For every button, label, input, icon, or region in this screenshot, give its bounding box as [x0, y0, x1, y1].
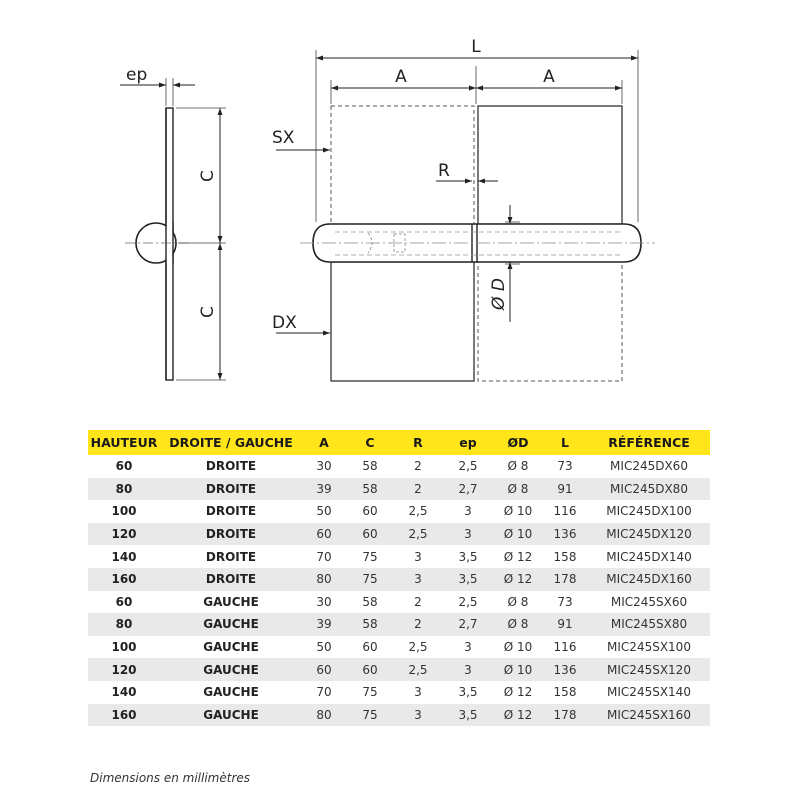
sx-leaf — [331, 106, 474, 224]
table-row — [88, 545, 710, 568]
label-l: L — [471, 37, 481, 57]
table-cell: 58 — [346, 455, 394, 478]
table-cell: MIC245SX140 — [588, 681, 710, 704]
table-cell: MIC245DX80 — [588, 478, 710, 501]
side-view — [120, 65, 226, 380]
table-cell: 2,5 — [394, 658, 442, 681]
table-cell: GAUCHE — [160, 658, 302, 681]
table-cell: 39 — [302, 613, 346, 636]
table-cell: 2,5 — [442, 591, 494, 614]
table-cell: 58 — [346, 613, 394, 636]
table-cell: 75 — [346, 568, 394, 591]
column-header: RÉFÉRENCE — [588, 430, 710, 455]
table-cell: 75 — [346, 704, 394, 727]
table-cell: 2,7 — [442, 613, 494, 636]
label-a-left: A — [395, 67, 407, 87]
table-cell: 60 — [346, 658, 394, 681]
column-header: HAUTEUR — [88, 430, 160, 455]
table-cell: 60 — [346, 500, 394, 523]
table-cell: 3 — [442, 636, 494, 659]
table-cell: 2 — [394, 591, 442, 614]
table-cell: DROITE — [160, 500, 302, 523]
table-cell: 30 — [302, 455, 346, 478]
table-cell: 100 — [88, 500, 160, 523]
table-row — [88, 523, 710, 546]
table-cell: GAUCHE — [160, 681, 302, 704]
column-header: C — [346, 430, 394, 455]
table-row — [88, 658, 710, 681]
table-cell: 80 — [88, 613, 160, 636]
table-cell: Ø 8 — [494, 591, 542, 614]
table-header-row — [88, 430, 710, 455]
table-cell: 3 — [394, 568, 442, 591]
table-cell: 73 — [542, 591, 588, 614]
table-cell: 73 — [542, 455, 588, 478]
table-cell: 80 — [302, 704, 346, 727]
dimensions-note: Dimensions en millimètres — [90, 771, 251, 785]
table-cell: MIC245SX60 — [588, 591, 710, 614]
label-dx: DX — [272, 313, 297, 333]
table-cell: MIC245DX120 — [588, 523, 710, 546]
table-cell: 91 — [542, 613, 588, 636]
table-cell: 2,5 — [442, 455, 494, 478]
table-cell: 60 — [88, 591, 160, 614]
table-cell: MIC245DX160 — [588, 568, 710, 591]
table-cell: MIC245DX140 — [588, 545, 710, 568]
table-row — [88, 704, 710, 727]
table-cell: 60 — [302, 523, 346, 546]
label-r: R — [438, 161, 450, 181]
table-cell: 160 — [88, 704, 160, 727]
table-row — [88, 500, 710, 523]
table-cell: 140 — [88, 681, 160, 704]
dx-leaf — [331, 262, 474, 381]
table-cell: MIC245DX60 — [588, 455, 710, 478]
table-cell: GAUCHE — [160, 613, 302, 636]
table-cell: 3 — [442, 523, 494, 546]
table-cell: 60 — [302, 658, 346, 681]
table-cell: 158 — [542, 681, 588, 704]
column-header: DROITE / GAUCHE — [160, 430, 302, 455]
table-cell: 50 — [302, 500, 346, 523]
table-cell: 75 — [346, 681, 394, 704]
table-cell: 2 — [394, 613, 442, 636]
table-row — [88, 636, 710, 659]
table-cell: 3,5 — [442, 704, 494, 727]
table-cell: MIC245SX80 — [588, 613, 710, 636]
table-cell: 2 — [394, 455, 442, 478]
table-cell: 178 — [542, 704, 588, 727]
label-c-top: C — [198, 170, 218, 182]
table-cell: DROITE — [160, 568, 302, 591]
table-cell: 39 — [302, 478, 346, 501]
table-cell: 140 — [88, 545, 160, 568]
table-cell: GAUCHE — [160, 636, 302, 659]
table-cell: 60 — [88, 455, 160, 478]
table-row — [88, 591, 710, 614]
column-header: L — [542, 430, 588, 455]
label-c-bottom: C — [198, 306, 218, 318]
table-cell: Ø 12 — [494, 568, 542, 591]
table-cell: 80 — [302, 568, 346, 591]
specs-table — [88, 430, 710, 726]
table-cell: 100 — [88, 636, 160, 659]
table-cell: 160 — [88, 568, 160, 591]
top-right-leaf — [478, 106, 622, 224]
table-cell: 80 — [88, 478, 160, 501]
table-cell: 70 — [302, 545, 346, 568]
table-cell: 91 — [542, 478, 588, 501]
table-cell: Ø 10 — [494, 523, 542, 546]
table-cell: MIC245DX100 — [588, 500, 710, 523]
table-cell: 70 — [302, 681, 346, 704]
table-cell: Ø 12 — [494, 545, 542, 568]
table-cell: 116 — [542, 636, 588, 659]
table-cell: 120 — [88, 523, 160, 546]
table-cell: GAUCHE — [160, 704, 302, 727]
table-cell: MIC245SX160 — [588, 704, 710, 727]
table-cell: 2,5 — [394, 523, 442, 546]
table-cell: Ø 10 — [494, 658, 542, 681]
table-cell: 50 — [302, 636, 346, 659]
table-cell: 120 — [88, 658, 160, 681]
table-cell: 3 — [442, 658, 494, 681]
column-header: R — [394, 430, 442, 455]
table-cell: 3 — [442, 500, 494, 523]
table-cell: DROITE — [160, 523, 302, 546]
column-header: ep — [442, 430, 494, 455]
table-cell: 3,5 — [442, 568, 494, 591]
column-header: A — [302, 430, 346, 455]
label-a-right: A — [543, 67, 555, 87]
table-row — [88, 478, 710, 501]
table-cell: Ø 8 — [494, 455, 542, 478]
table-cell: MIC245SX100 — [588, 636, 710, 659]
table-cell: 58 — [346, 478, 394, 501]
table-cell: 178 — [542, 568, 588, 591]
table-cell: 3 — [394, 545, 442, 568]
table-cell: 60 — [346, 636, 394, 659]
table-cell: Ø 8 — [494, 613, 542, 636]
table-row — [88, 568, 710, 591]
table-cell: 116 — [542, 500, 588, 523]
table-cell: 58 — [346, 591, 394, 614]
table-cell: 136 — [542, 523, 588, 546]
table-cell: Ø 10 — [494, 636, 542, 659]
table-cell: 158 — [542, 545, 588, 568]
table-cell: Ø 8 — [494, 478, 542, 501]
table-row — [88, 681, 710, 704]
table-cell: 60 — [346, 523, 394, 546]
table-cell: 136 — [542, 658, 588, 681]
table-cell: 2,5 — [394, 500, 442, 523]
front-view — [272, 37, 655, 381]
table-cell: 2,5 — [394, 636, 442, 659]
table-cell: 75 — [346, 545, 394, 568]
table-cell: DROITE — [160, 478, 302, 501]
table-cell: 3 — [394, 681, 442, 704]
table-body — [88, 455, 710, 726]
table-cell: DROITE — [160, 455, 302, 478]
table-row — [88, 455, 710, 478]
label-ep: ep — [126, 65, 148, 85]
table-cell: 3 — [394, 704, 442, 727]
table-cell: 3,5 — [442, 545, 494, 568]
table-cell: GAUCHE — [160, 591, 302, 614]
table-cell: MIC245SX120 — [588, 658, 710, 681]
table-cell: 2,7 — [442, 478, 494, 501]
table-cell: Ø 10 — [494, 500, 542, 523]
table-cell: Ø 12 — [494, 704, 542, 727]
table-cell: 30 — [302, 591, 346, 614]
label-sx: SX — [272, 128, 295, 148]
table-row — [88, 613, 710, 636]
column-header: ØD — [494, 430, 542, 455]
table-cell: Ø 12 — [494, 681, 542, 704]
table-cell: DROITE — [160, 545, 302, 568]
table-cell: 3,5 — [442, 681, 494, 704]
table-cell: 2 — [394, 478, 442, 501]
label-d: Ø D — [489, 278, 509, 310]
